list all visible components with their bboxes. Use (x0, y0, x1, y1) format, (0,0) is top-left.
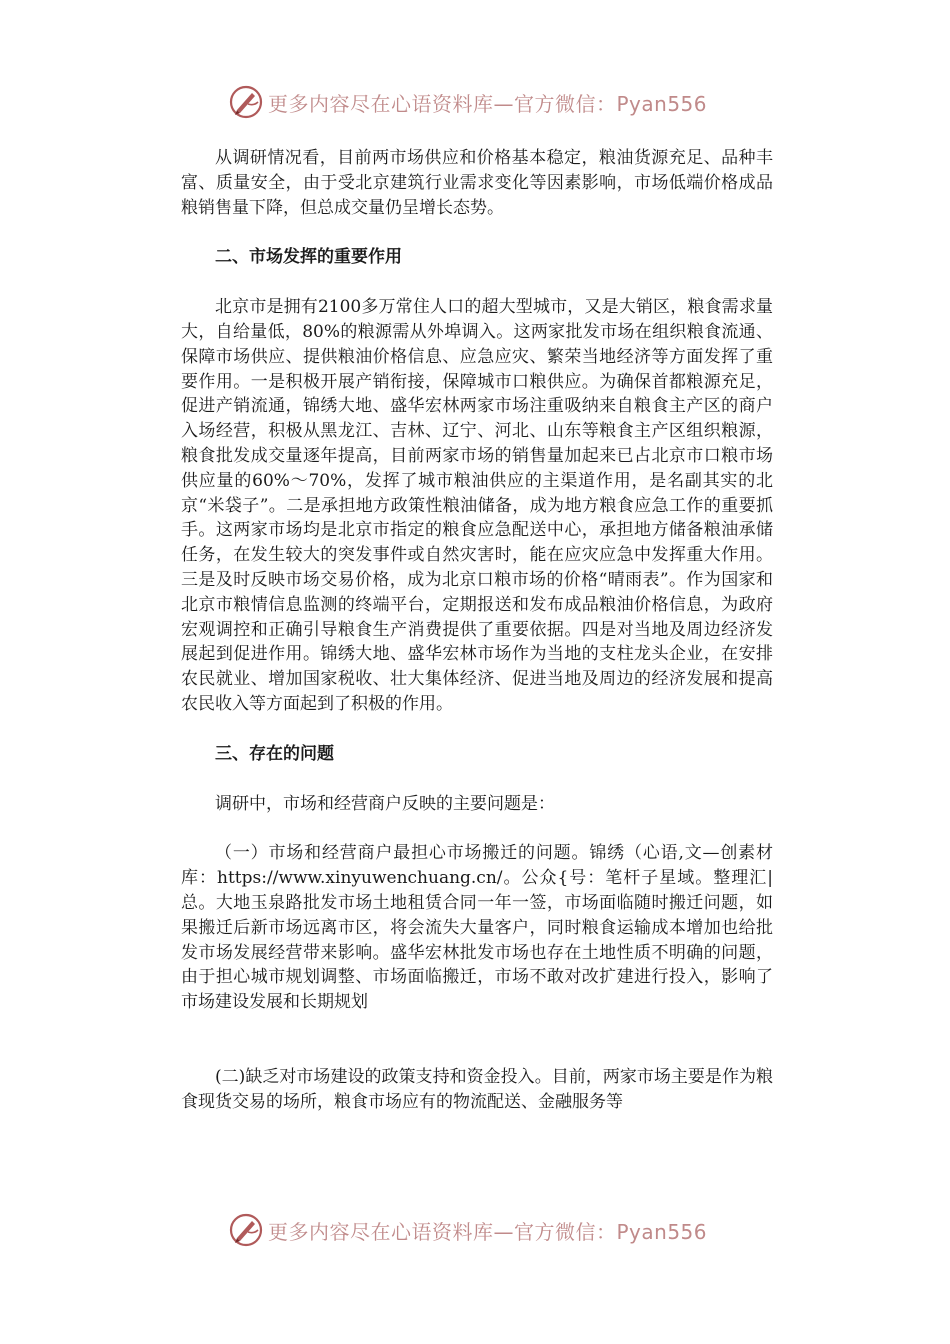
document-body (181, 146, 773, 1140)
paragraph-problem-funding: (二)缺乏对市场建设的政策支持和资金投入。目前，两家市场主要是作为粮食现货交易的场所，粮食市场应有的物流配送、金融服务等 (181, 1066, 773, 1112)
section-heading-problems: 三、存在的问题 (215, 743, 334, 764)
banner-text: 更多内容尽在心语资料库—官方微信：Pyan556 (268, 91, 708, 116)
pen-logo-icon (228, 84, 264, 120)
paragraph-market-role: 北京市是拥有2100多万常住人口的超大型城市，又是大销区，粮食需求量大，自给量低，80%的粮源需从外埠调入。这两家批发市场在组织粮食流通、保障市场供应、提供粮油价格信息、应急应灾、繁荣当地经济等方面发挥了重要作用。一是积极开展产销衔接，保障城市口粮供应。为确保首都粮源充足，促进产销流通，锦绣大地、盛华宏林两家市场注重吸纳来自粮食主产区的商户入场经营，积极从黑龙江、吉林、辽宁、河北、山东等粮食主产区组织粮源，粮食批发成交量逐年提高，目前两家市场的销售量加起来已占北京市口粮市场供应量的60%～70%，发挥了城市粮油供应的主渠道作用，是名副其实的北京“米袋子”。二是承担地方政策性粮油储备，成为地方粮食应急工作的重要抓手。这两家市场均是北京市指定的粮食应急配送中心，承担地方储备粮油承储任务，在发生较大的突发事件或自然灾害时，能在应灾应急中发挥重大作用。三是及时反映市场交易价格，成为北京口粮市场的价格“晴雨表”。作为国家和北京市粮情信息监测的终端平台，定期报送和发布成品粮油价格信息，为政府宏观调控和正确引导粮食生产消费提供了重要依据。四是对当地及周边经济发展起到促进作用。锦绣大地、盛华宏林市场作为当地的支柱龙头企业，在安排农民就业、增加国家税收、壮大集体经济、促进当地及周边的经济发展和提高农民收入等方面起到了积极的作用。 (181, 297, 773, 714)
section-heading-market-role: 二、市场发挥的重要作用 (215, 247, 402, 268)
paragraph-problem-relocation: （一）市场和经营商户最担心市场搬迁的问题。锦绣（心语,文—创素材库：https://www.xinyuwenchuang.cn/。公众{号：笔杆子星域。整理汇|总。大地玉泉路批发市场土地租赁合同一年一签，市场面临随时搬迁问题，如果搬迁后新市场远离市区，将会流失大量客户，同时粮食运输成本增加也给批发市场发展经营带来影响。盛华宏林批发市场也存在土地性质不明确的问题，由于担心城市规划调整、市场面临搬迁，市场不敢对改扩建进行投入，影响了市场建设发展和长期规划 (181, 843, 773, 1013)
footer-banner (228, 1210, 707, 1250)
pen-logo-icon (228, 1212, 264, 1248)
paragraph-supply-overview: 从调研情况看，目前两市场供应和价格基本稳定，粮油货源充足、品种丰富、质量安全，由于受北京建筑行业需求变化等因素影响，市场低端价格成品粮销售量下降，但总成交量仍呈增长态势。 (181, 148, 773, 218)
paragraph-problems-intro: 调研中，市场和经营商户反映的主要问题是： (215, 793, 555, 814)
banner-text: 更多内容尽在心语资料库—官方微信：Pyan556 (268, 1219, 708, 1244)
header-banner (228, 82, 707, 122)
